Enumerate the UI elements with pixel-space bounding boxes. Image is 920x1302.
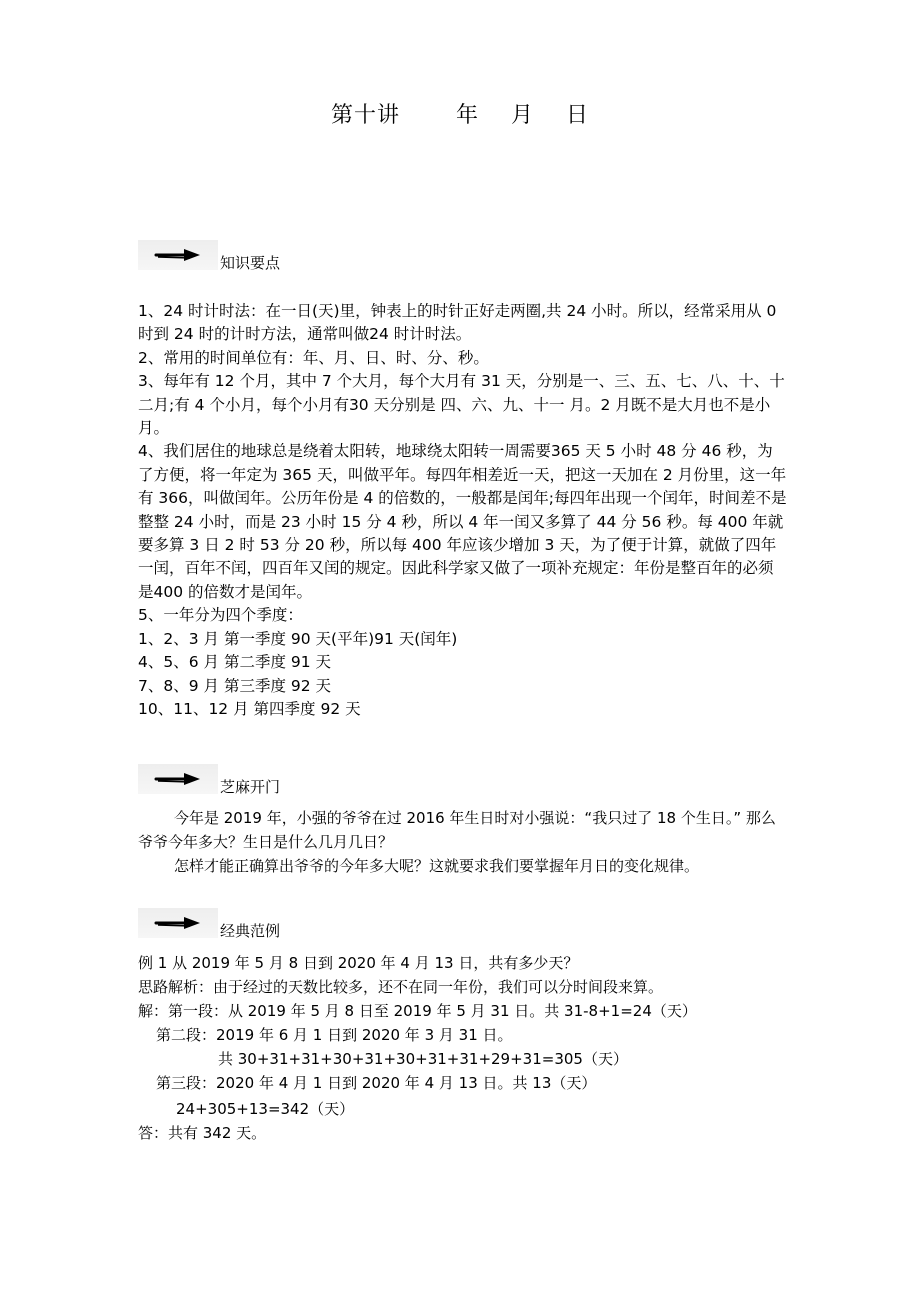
arrow-right-icon [138,908,218,938]
sesame-paragraph-1: 今年是 2019 年，小强的爷爷在过 2016 年生日时对小强说：“我只过了 18 个生日。” 那么爷爷今年多大？生日是什么几月几日？ [138,809,776,851]
example-step-2-calc: 共 30+31+31+30+31+30+31+31+29+31=305（天） [218,1050,628,1068]
season-q3: 7、8、9 月 第三季度 92 天 [138,676,332,695]
knowledge-point-5: 5、一年分为四个季度： [138,606,303,625]
season-q4: 10、11、12 月 第四季度 92 天 [138,699,361,718]
section-label-examples: 经典范例 [220,922,281,940]
example-step-1: 解：第一段：从 2019 年 5 月 8 日至 2019 年 5 月 31 日。共 31-8+1=24（天） [138,1002,697,1020]
example-step-2: 第二段：2019 年 6 月 1 日到 2020 年 3 月 31 日。 [156,1026,513,1044]
season-q1: 1、2、3 月 第一季度 90 天(平年)91 天(闰年) [138,629,458,648]
arrow-right-icon [138,240,218,270]
page-title: 第十讲 年 月 日 [331,103,589,128]
arrow-right-icon [138,764,218,794]
season-q2: 4、5、6 月 第二季度 91 天 [138,653,332,672]
example-answer: 答：共有 342 天。 [138,1124,267,1142]
sesame-paragraph-2: 怎样才能正确算出爷爷的今年多大呢？这就要求我们要掌握年月日的变化规律。 [174,857,700,875]
sesame-text [138,806,788,878]
knowledge-point-1: 1、24 时计时法：在一日(天)里，钟表上的时针正好走两圈,共 24 小时。所以，经常采用从 0 时到 24 时的计时方法，通常叫做24 时计时法。 [138,302,777,344]
example-analysis: 思路解析：由于经过的天数比较多，还不在同一年份，我们可以分时间段来算。 [138,978,664,996]
knowledge-point-3: 3、每年有 12 个月，其中 7 个大月，每个大月有 31 天，分别是一、三、五、七、八、十、十二月;有 4 个小月，每个小月有30 天分别是 四、六、九、十一 月。2 月既不是大月也不是小月。 [138,372,785,438]
example-total-calc: 24+305+13=342（天） [176,1100,355,1118]
example-question: 例 1 从 2019 年 5 月 8 日到 2020 年 4 月 13 日，共有多少天？ [138,954,579,972]
knowledge-points [138,300,788,721]
section-label-sesame: 芝麻开门 [220,778,281,796]
example-step-3: 第三段：2020 年 4 月 1 日到 2020 年 4 月 13 日。共 13（天） [156,1074,597,1092]
knowledge-point-4: 4、我们居住的地球总是绕着太阳转，地球绕太阳转一周需要365 天 5 小时 48 分 46 秒，为了方便，将一年定为 365 天，叫做平年。每四年相差近一天，把这一天加在 2 月份里，这一年有 366，叫做闰年。公历年份是 4 的倍数的，一般都是闰年;每四年出现一个闰年，时间差不是整整 24 小时，而是 23 小时 15 分 4 秒，所以 4 年一闰又多算了 44 分 56 秒。每 400 年就要多算 3 日 2 时 53 分 20 秒，所以每 400 年应该少增加 3 天，为了便于计算，就做了四年一闰，百年不闰，四百年又闰的规定。因此科学家又做了一项补充规定：年份是整百年的必须是400 的倍数才是闰年。 [138,442,787,601]
knowledge-point-2: 2、常用的时间单位有：年、月、日、时、分、秒。 [138,348,489,367]
section-label-knowledge: 知识要点 [220,254,281,272]
